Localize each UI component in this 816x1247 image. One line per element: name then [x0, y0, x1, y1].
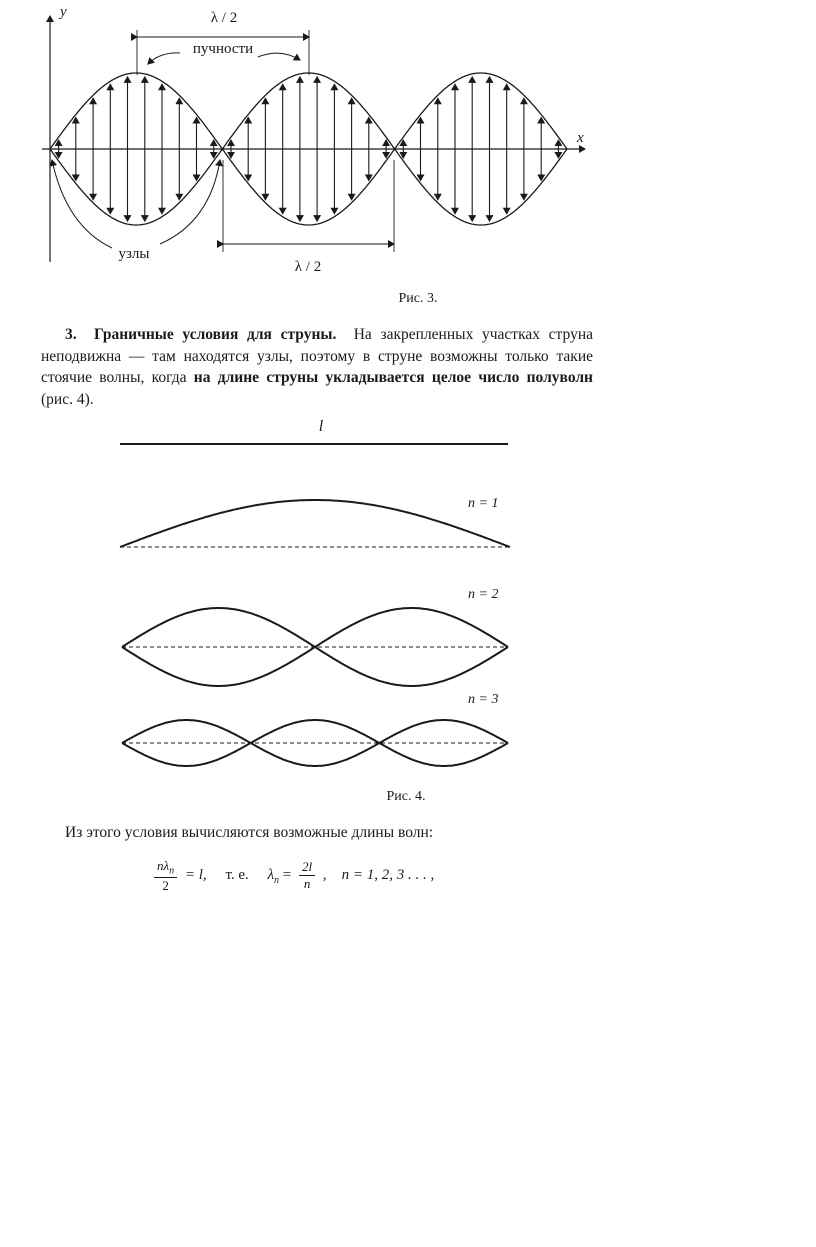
figure-3: [0, 0, 816, 300]
node-pointer-left: [52, 160, 112, 248]
mode-1-label: n = 1: [468, 496, 499, 511]
y-axis-label: y: [60, 4, 67, 20]
node-pointer-right: [160, 160, 220, 244]
x-axis-label: x: [577, 130, 584, 146]
figure-4-caption: Рис. 4.: [386, 789, 426, 804]
n-values: , n = 1, 2, 3 . . . ,: [322, 867, 435, 884]
section-emphasis: на длине струны укладывается целое число полуволн: [193, 369, 593, 386]
string-length-label: l: [318, 418, 324, 435]
antinode-pointer-left: [148, 53, 180, 64]
section-heading: Граничные условия для струны.: [93, 326, 337, 343]
half-wave-top-label: λ / 2: [210, 10, 238, 26]
section-text-2: (рис. 4).: [41, 390, 94, 408]
antinodes-label: пучности: [192, 41, 254, 57]
figure-3-caption: Рис. 3.: [398, 291, 438, 306]
figure-4: [0, 410, 816, 790]
half-wave-bottom-label: λ / 2: [294, 259, 322, 275]
section-3-paragraph: [41, 324, 593, 410]
conclusion-paragraph: Из этого условия вычисляются возможные длины волн:: [65, 824, 434, 841]
that-is: т. е.: [225, 867, 249, 884]
section-text-1: На закрепленных участках струна неподвижна — там находятся узлы, поэтому в струне возможны только такие стоячие волны, когда: [41, 326, 593, 386]
equals-l: = l,: [184, 867, 207, 884]
mode-2-label: n = 2: [468, 587, 499, 602]
wavelength-formula: $\frac{n\lambda_n}{2}$ = l, т. е. $\lambda_n$ = $\frac{2l}{n}$ , n = 1, 2, 3 . . . ,: [150, 858, 434, 894]
fraction-2l-over-n: $\frac{2l}{n}$: [299, 859, 315, 892]
nodes-label: узлы: [118, 246, 150, 262]
mode-3-label: n = 3: [468, 692, 499, 707]
fraction-n-lambda-over-2: $\frac{n\lambda_n}{2}$: [154, 858, 177, 894]
antinode-pointer-right: [258, 53, 300, 60]
mode-1-curve: [120, 500, 510, 547]
lambda-n: $\lambda_n$: [267, 867, 280, 887]
section-number: 3.: [65, 326, 77, 343]
